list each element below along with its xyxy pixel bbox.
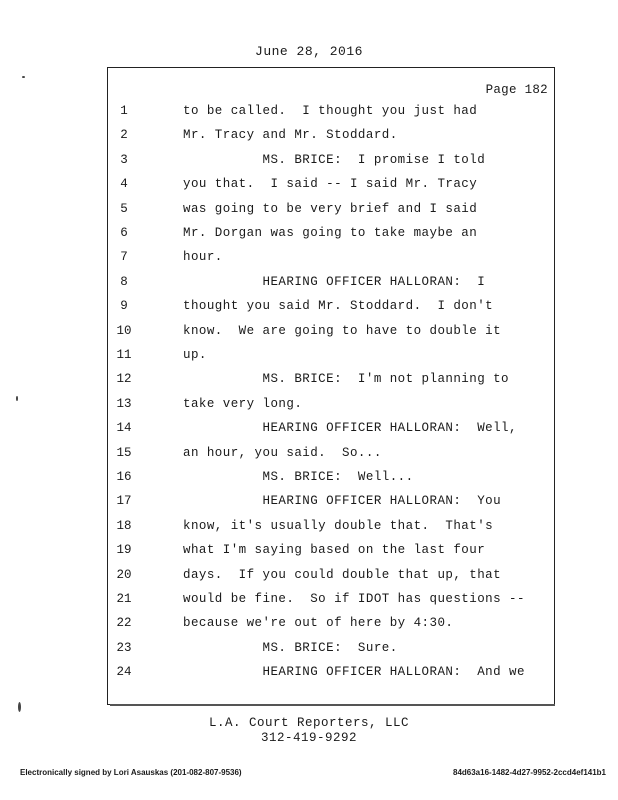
transcript-line-text: HEARING OFFICER HALLORAN: And we bbox=[183, 665, 525, 680]
line-number: 5 bbox=[120, 201, 128, 216]
line-number: 20 bbox=[116, 567, 132, 582]
page-number-label: Page 182 bbox=[485, 83, 548, 97]
line-number: 4 bbox=[120, 177, 128, 192]
transcript-line-text: Mr. Tracy and Mr. Stoddard. bbox=[183, 128, 398, 143]
transcript-line-text: to be called. I thought you just had bbox=[183, 104, 478, 118]
transcript-line-text: what I'm saying based on the last four bbox=[183, 543, 486, 558]
line-number: 18 bbox=[116, 518, 132, 533]
line-number: 12 bbox=[116, 372, 132, 387]
transcript-line-text: take very long. bbox=[183, 396, 303, 411]
transcript-line-text: MS. BRICE: Well... bbox=[183, 470, 414, 484]
line-number: 22 bbox=[116, 616, 132, 631]
line-number: 17 bbox=[116, 494, 132, 509]
scan-speck bbox=[22, 76, 25, 78]
transcript-line-text: up. bbox=[183, 348, 207, 362]
court-reporter-phone: 312-419-9292 bbox=[260, 731, 357, 745]
line-number: 2 bbox=[120, 128, 128, 143]
transcript-line-text: would be fine. So if IDOT has questions -- bbox=[183, 592, 525, 606]
line-number: 14 bbox=[116, 421, 132, 436]
line-number: 3 bbox=[120, 152, 128, 167]
line-number: 10 bbox=[116, 323, 132, 338]
transcript-line-text: HEARING OFFICER HALLORAN: You bbox=[183, 494, 502, 509]
transcript-line-text: was going to be very brief and I said bbox=[183, 201, 478, 216]
transcript-line-text: an hour, you said. So... bbox=[183, 445, 382, 460]
line-number: 16 bbox=[116, 470, 132, 484]
transcript-line-text: know, it's usually double that. That's bbox=[183, 518, 494, 533]
transcript-line-text: know. We are going to have to double it bbox=[183, 323, 502, 338]
line-number: 15 bbox=[116, 445, 132, 460]
court-reporter-company: L.A. Court Reporters, LLC bbox=[208, 716, 410, 730]
transcript-line-text: thought you said Mr. Stoddard. I don't bbox=[183, 299, 494, 314]
line-number: 23 bbox=[116, 640, 132, 655]
line-number: 19 bbox=[116, 543, 132, 558]
transcript-line-text: MS. BRICE: I'm not planning to bbox=[183, 372, 509, 387]
line-number: 11 bbox=[116, 348, 132, 362]
line-number: 7 bbox=[120, 250, 128, 265]
transcript-line-text: Mr. Dorgan was going to take maybe an bbox=[183, 226, 478, 240]
transcript-line-text: MS. BRICE: Sure. bbox=[183, 640, 398, 655]
transcript-line-text: HEARING OFFICER HALLORAN: I bbox=[183, 274, 486, 289]
document-id: 84d63a16-1482-4d27-9952-2ccd4ef141b1 bbox=[453, 768, 606, 777]
frame-shadow bbox=[110, 704, 555, 706]
electronic-signature-note: Electronically signed by Lori Asauskas (201-082-807-9536) bbox=[20, 768, 242, 777]
transcript-line-text: days. If you could double that up, that bbox=[183, 567, 502, 582]
line-number: 6 bbox=[120, 226, 128, 240]
line-number: 9 bbox=[120, 299, 128, 314]
transcript-line-text: MS. BRICE: I promise I told bbox=[183, 152, 486, 167]
scan-speck bbox=[16, 396, 18, 401]
line-number: 8 bbox=[120, 274, 128, 289]
transcript-line-text: HEARING OFFICER HALLORAN: Well, bbox=[183, 421, 517, 436]
transcript-date: June 28, 2016 bbox=[255, 44, 363, 59]
transcript-line-text: because we're out of here by 4:30. bbox=[183, 616, 454, 631]
scan-speck bbox=[18, 702, 21, 712]
transcript-line-text: hour. bbox=[183, 250, 223, 265]
line-number: 1 bbox=[120, 104, 128, 118]
line-number: 21 bbox=[116, 592, 132, 606]
transcript-line-text: you that. I said -- I said Mr. Tracy bbox=[183, 177, 478, 192]
line-number: 13 bbox=[116, 396, 132, 411]
line-number: 24 bbox=[116, 665, 132, 680]
